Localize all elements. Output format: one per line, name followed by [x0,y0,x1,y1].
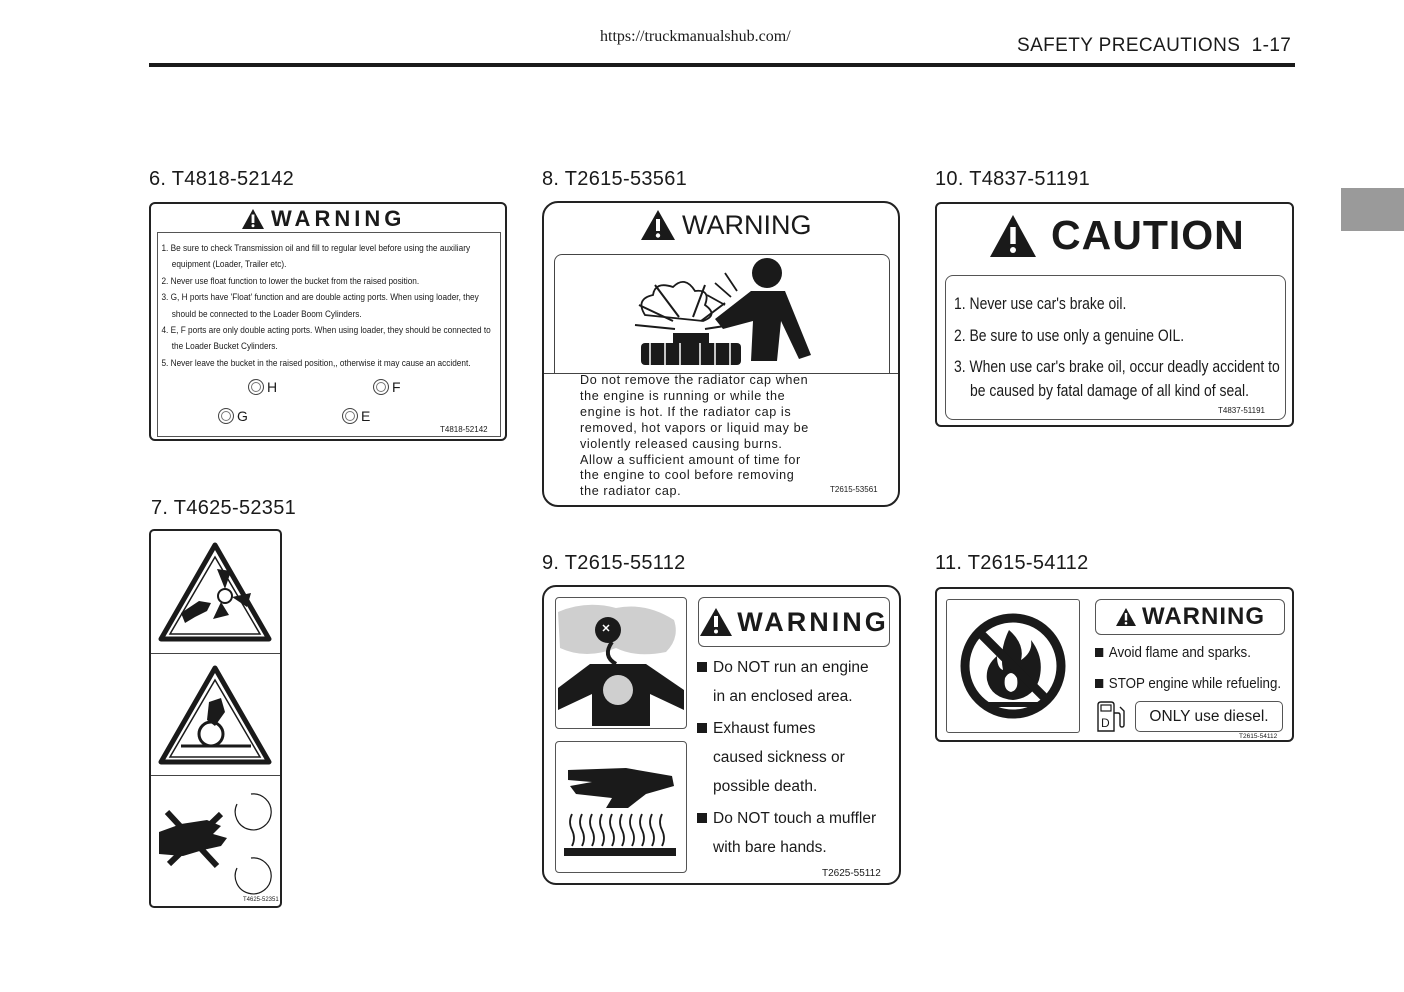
fan-hazard-cell [151,531,280,654]
label-11-title: WARNING [1095,599,1285,635]
label-10-body [945,275,1286,420]
page-number: 1-17 [1251,35,1292,56]
radiator-steam-burn-icon [555,255,889,373]
label-9-bullet-3: Do NOT touch a muffler with bare hands. [697,804,876,862]
label-9-bullet-2: Exhaust fumes caused sickness or possible death. [697,714,845,801]
label-11-bullet-2: STOP engine while refueling. [1095,676,1281,692]
no-open-flame-icon [947,600,1079,732]
caution-triangle-icon [989,214,1037,258]
item-6-heading: 6. T4818-52142 [149,168,295,190]
item-7-heading: 7. T4625-52351 [151,497,297,519]
label-t2615-54112 [935,587,1294,742]
item-9-heading: 9. T2615-55112 [542,552,686,574]
no-flame-cell [946,599,1080,733]
radiator-hazard-pictogram [554,254,890,374]
port-h: H [248,379,277,395]
label-6-code: T4818-52142 [440,425,488,434]
port-f: F [373,379,401,395]
port-ring-icon [248,379,264,395]
port-g: G [218,408,248,424]
label-7-code: T4625-52351 [243,897,279,903]
fuel-pump-icon [1095,701,1125,738]
port-ring-icon [218,408,234,424]
label-t4818-52142 [149,202,507,441]
belt-hazard-cell [151,654,280,776]
exhaust-fumes-icon [556,598,686,728]
label-10-title: CAUTION [989,212,1245,259]
pump-letter: D [1101,716,1110,730]
label-8-title: WARNING [640,209,812,241]
chapter-tab [1341,188,1404,231]
label-8-text: Do not remove the radiator cap when the engine is running or while the engine is hot. If the radiator cap is removed, hot vapors or liquid may be violently released causing burns. Allow a sufficient amount of time for the engine to cool before removing the radiator cap. [580,373,809,499]
bullet-square-icon [1095,679,1103,688]
warning-triangle-icon [640,209,676,241]
bullet-square-icon [697,813,707,823]
label-9-bullet-1: Do NOT run an engine in an enclosed area. [697,653,869,711]
label-11-bullet-1: Avoid flame and sparks. [1095,645,1251,661]
label-11-code: T2615-54112 [1239,733,1278,740]
bullet-square-icon [1095,648,1103,657]
label-6-instructions: 1. Be sure to check Transmission oil and fill to regular level before using the auxiliary equipment (Loader, Trailer etc). 2. Never use float function to lower the bucket from the raised position. 3. G, H ports have 'Float' function and are double acting ports. When using loader, they should be connected to the Loader Boom Cylinders. 4. E, F ports are only double acting ports. When using loader, they should be connected to the Loader Bucket Cylinders. 5. Never leave the bucket in the raised position,, otherwise it may cause an accident. [161,243,491,369]
label-6-title: WARNING [241,206,405,232]
port-ring-icon [342,408,358,424]
label-9-title: WARNING [698,597,890,647]
label-9-code: T2625-55112 [822,868,881,879]
label-10-line-4: be caused by fatal damage of all kind of seal. [970,381,1249,400]
warning-triangle-icon [699,607,733,637]
port-ring-icon [373,379,389,395]
page-url[interactable]: https://truckmanualshub.com/ [600,28,791,45]
bullet-square-icon [697,723,707,733]
hot-surface-cell [555,741,687,873]
fan-entanglement-icon [151,531,280,654]
label-10-line-3: 3. When use car's brake oil, occur deadly accident to [954,357,1280,376]
warning-triangle-icon [241,208,265,230]
label-6-body [157,232,501,437]
warning-triangle-icon [1115,607,1137,627]
section-title: SAFETY PRECAUTIONS 1-17 [1017,35,1292,56]
port-e: E [342,408,370,424]
label-t4625-52351 [149,529,282,908]
label-8-code: T2615-53561 [830,485,878,494]
item-11-heading: 11. T2615-54112 [935,552,1089,574]
hand-prohibited-rotation-icon [151,776,280,906]
label-10-line-1: 1. Never use car's brake oil. [954,294,1127,313]
item-8-heading: 8. T2615-53561 [542,168,688,190]
rotating-hazard-cell [151,776,280,906]
label-t2615-53561 [542,201,900,507]
bullet-square-icon [697,662,707,672]
diesel-only-box: ONLY use diesel. [1135,701,1283,732]
label-10-line-2: 2. Be sure to use only a genuine OIL. [954,326,1185,345]
exhaust-hazard-cell [555,597,687,729]
belt-pinch-icon [151,654,280,776]
label-10-code: T4837-51191 [1218,406,1265,415]
label-t4837-51191 [935,202,1294,427]
header-rule [149,63,1295,67]
item-10-heading: 10. T4837-51191 [935,168,1090,190]
hot-muffler-hand-icon [556,742,686,872]
label-t2615-55112 [542,585,901,885]
